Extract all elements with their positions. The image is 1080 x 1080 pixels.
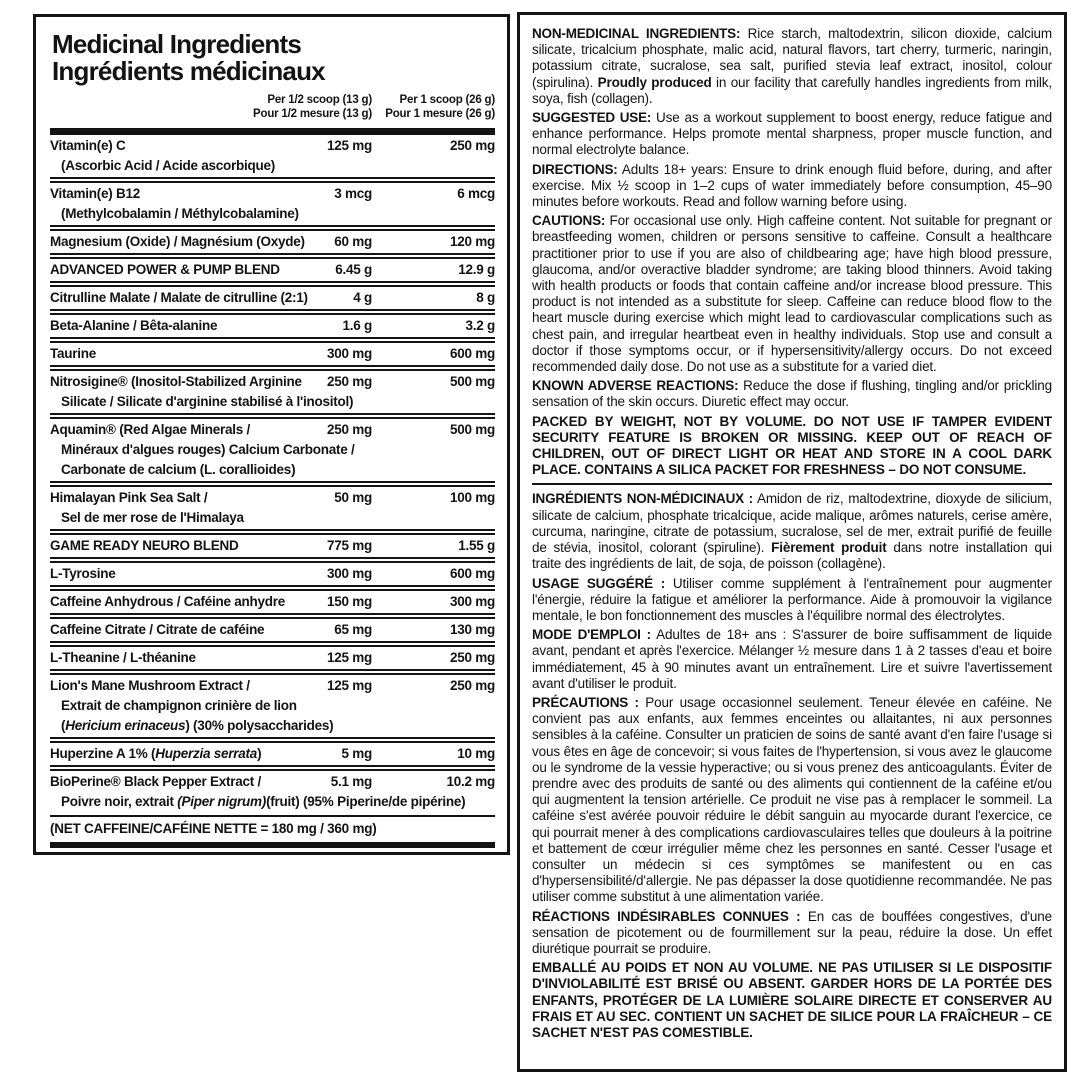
info-paragraph: INGRÉDIENTS NON-MÉDICINAUX : Amidon de riz, maltodextrine, dioxyde de silicium, silicate de calcium, phosphate tricalcique, acide malique, arômes naturels, cerise amère, curcuma, naringine, citrate de potassium, sucralose, sel de mer, extrait purifié de feuille de stévia, inositol, colorant (spiruline). Fièrement produit dans notre installation qui traite des ingrédients de lait, de soja, de poisson (collagène). [532, 491, 1052, 572]
column-headers [50, 93, 495, 123]
ingredient-row [50, 260, 495, 280]
amount-per-scoop: 250 mg [449, 138, 495, 153]
row-separator [50, 613, 495, 619]
ingredient-name-line: Aquamin® (Red Algae Minerals / [50, 422, 250, 437]
column-header-line: Per 1 scoop (26 g) [399, 94, 495, 106]
amount-per-scoop: 12.9 g [458, 262, 495, 277]
row-separator [50, 309, 495, 315]
amount-per-half-scoop: 5 mg [341, 746, 372, 761]
amount-per-half-scoop: 4 g [353, 290, 372, 305]
amount-per-scoop: 1.55 g [458, 538, 495, 553]
info-panel [517, 12, 1067, 1072]
amount-per-half-scoop: 65 mg [334, 622, 372, 637]
info-paragraph: USAGE SUGGÉRÉ : Utiliser comme supplément à l'entraînement pour augmenter l'énergie, réduire la fatigue et améliorer la performance. Aide à promouvoir la vigilance mentale, le bon fonctionnement des muscles à l'équilibre normal des électrolytes. [532, 575, 1052, 623]
amount-per-scoop: 3.2 g [465, 318, 495, 333]
ingredient-name-line: Magnesium (Oxide) / Magnésium (Oxyde) [50, 234, 305, 249]
row-separator [50, 585, 495, 591]
ingredient-row [50, 592, 495, 612]
amount-per-half-scoop: 300 mg [326, 346, 372, 361]
info-paragraph: CAUTIONS: For occasional use only. High caffeine content. Not suitable for pregnant or breastfeeding women, children or persons sensitive to caffeine. Consult a healthcare practitioner prior to use if you are also of childbearing age; have high blood pressure, glaucoma, and/or overactive bladder syndrome; are taking blood thinners. Avoid taking with health products or foods that contain caffeine and/or increase blood pressure. This product is not intended as a substitute for sleep. Caffeine can reduce blood flow to the heart muscle during exercise which might lead to cardiovascular complications such as chest pain, and irregular heartbeat even in healthy individuals. Stop use and consult a doctor if those symptoms occur, or if hypersensitivity/allergy occurs. Do not exceed recommended daily dose. Do not use as a substitute for a varied diet. [532, 213, 1052, 375]
ingredient-name-line: Beta-Alanine / Bêta-alanine [50, 318, 218, 333]
ingredient-row [50, 772, 495, 812]
amount-per-half-scoop: 300 mg [326, 566, 372, 581]
ingredient-name-line: Nitrosigine® (Inositol-Stabilized Arginine [50, 374, 302, 389]
ingredient-name-line: Vitamin(e) C [50, 138, 126, 153]
ingredient-name-line: BioPerine® Black Pepper Extract / [50, 774, 262, 789]
ingredient-name-line: (Hericium erinaceus) (30% polysaccharides) [61, 718, 334, 733]
row-separator [50, 765, 495, 771]
column-header-line: Pour 1 mesure (26 g) [385, 108, 495, 120]
amount-per-half-scoop: 5.1 mg [330, 774, 372, 789]
amount-per-half-scoop: 250 mg [326, 422, 372, 437]
ingredient-name-line: Silicate / Silicate d'arginine stabilisé à l'inositol) [61, 394, 354, 409]
ingredient-name-line: Huperzine A 1% (Huperzia serrata) [50, 746, 262, 761]
ingredient-name-line: (Methylcobalamin / Méthylcobalamine) [61, 206, 299, 221]
row-separator [50, 481, 495, 487]
ingredient-row [50, 564, 495, 584]
table-bottom-bar [50, 842, 495, 848]
net-caffeine-divider [50, 815, 495, 817]
row-separator [50, 337, 495, 343]
ingredient-name-line: Poivre noir, extrait (Piper nigrum)(fruit) (95% Piperine/de pipérine) [61, 794, 466, 809]
paragraph-label: USAGE SUGGÉRÉ : [532, 575, 666, 591]
paragraph-label: DIRECTIONS: [532, 161, 618, 177]
ingredient-name-line: L-Tyrosine [50, 566, 116, 581]
column-header-full-scoop [385, 93, 495, 121]
ingredient-row [50, 232, 495, 252]
ingredient-row [50, 184, 495, 224]
net-caffeine-row: (NET CAFFEINE/CAFÉINE NETTE = 180 mg / 360 mg) [50, 821, 377, 836]
ingredient-row [50, 676, 495, 736]
info-sections-french [532, 491, 1052, 1041]
row-separator [50, 413, 495, 419]
amount-per-scoop: 500 mg [449, 422, 495, 437]
ingredient-row [50, 372, 495, 412]
language-divider [532, 483, 1052, 485]
ingredient-name-line: Minéraux d'algues rouges) Calcium Carbonate / [61, 442, 355, 457]
amount-per-half-scoop: 125 mg [326, 678, 372, 693]
ingredient-name-line: Caffeine Anhydrous / Caféine anhydre [50, 594, 286, 609]
ingredient-row [50, 488, 495, 528]
panel-title-en: Medicinal Ingredients [52, 29, 302, 59]
amount-per-half-scoop: 125 mg [326, 650, 372, 665]
amount-per-scoop: 600 mg [449, 346, 495, 361]
ingredient-name-line: ADVANCED POWER & PUMP BLEND [50, 262, 280, 277]
amount-per-scoop: 600 mg [449, 566, 495, 581]
ingredient-row [50, 420, 495, 480]
ingredient-row [50, 344, 495, 364]
paragraph-label: KNOWN ADVERSE REACTIONS: [532, 378, 739, 394]
ingredient-row [50, 744, 495, 764]
ingredient-table [50, 136, 495, 812]
amount-per-half-scoop: 1.6 g [342, 318, 372, 333]
amount-per-scoop: 250 mg [449, 650, 495, 665]
column-header-line: Pour 1/2 mesure (13 g) [253, 108, 372, 120]
ingredient-name-line: Caffeine Citrate / Citrate de caféine [50, 622, 265, 637]
column-header-line: Per 1/2 scoop (13 g) [267, 94, 372, 106]
amount-per-half-scoop: 775 mg [326, 538, 372, 553]
row-separator [50, 253, 495, 259]
amount-per-scoop: 130 mg [449, 622, 495, 637]
ingredient-name-line: Sel de mer rose de l'Himalaya [61, 510, 244, 525]
row-separator [50, 641, 495, 647]
amount-per-scoop: 10.2 mg [446, 774, 495, 789]
ingredient-row [50, 316, 495, 336]
amount-per-half-scoop: 3 mcg [334, 186, 372, 201]
info-paragraph: KNOWN ADVERSE REACTIONS: Reduce the dose if flushing, tingling and/or prickling sensation of the skin occurs. Diuretic effect may occur. [532, 378, 1052, 410]
amount-per-scoop: 500 mg [449, 374, 495, 389]
column-header-half-scoop [253, 93, 372, 121]
info-paragraph: PACKED BY WEIGHT, NOT BY VOLUME. DO NOT USE IF TAMPER EVIDENT SECURITY FEATURE IS BROKEN OR MISSING. KEEP OUT OF REACH OF CHILDREN, OUT OF DIRECT LIGHT OR HEAT AND STORE IN A COOL DARK PLACE. CONTAINS A SILICA PACKET FOR FRESHNESS – DO NOT CONSUME. [532, 413, 1052, 478]
ingredient-name-line: Himalayan Pink Sea Salt / [50, 490, 208, 505]
amount-per-scoop: 300 mg [449, 594, 495, 609]
panel-title-fr: Ingrédients médicinaux [52, 56, 325, 86]
row-separator [50, 225, 495, 231]
amount-per-scoop: 100 mg [449, 490, 495, 505]
paragraph-label: RÉACTIONS INDÉSIRABLES CONNUES : [532, 908, 801, 924]
row-separator [50, 177, 495, 183]
paragraph-label: MODE D'EMPLOI : [532, 627, 651, 643]
ingredient-name-line: Carbonate de calcium (L. corallioides) [61, 462, 296, 477]
amount-per-half-scoop: 150 mg [326, 594, 372, 609]
row-separator [50, 281, 495, 287]
amount-per-scoop: 250 mg [449, 678, 495, 693]
paragraph-label: NON-MEDICINAL INGREDIENTS: [532, 26, 741, 41]
info-paragraph: RÉACTIONS INDÉSIRABLES CONNUES : En cas de bouffées congestives, d'une sensation de picotement ou de fourmillement sur la peau, réduire la dose. Un effet diurétique pourrait se produire. [532, 908, 1052, 956]
amount-per-scoop: 10 mg [457, 746, 495, 761]
ingredient-row [50, 648, 495, 668]
paragraph-label: INGRÉDIENTS NON-MÉDICINAUX : [532, 491, 753, 507]
amount-per-half-scoop: 6.45 g [335, 262, 372, 277]
amount-per-half-scoop: 125 mg [326, 138, 372, 153]
paragraph-label: SUGGESTED USE: [532, 110, 652, 126]
amount-per-scoop: 6 mcg [457, 186, 495, 201]
info-paragraph: EMBALLÉ AU POIDS ET NON AU VOLUME. NE PAS UTILISER SI LE DISPOSITIF D'INVIOLABILITÉ EST BRISÉ OU ABSENT. GARDER HORS DE LA PORTÉE DES ENFANTS, PROTÉGER DE LA LUMIÈRE SOLAIRE DIRECTE ET CONSERVER AU FRAIS ET AU SEC. CONTIENT UN SACHET DE SILICE POUR LA FRAÎCHEUR – CE SACHET N'EST PAS COMESTIBLE. [532, 960, 1052, 1040]
ingredient-row [50, 136, 495, 176]
ingredient-name-line: Extrait de champignon crinière de lion [61, 698, 297, 713]
amount-per-half-scoop: 60 mg [334, 234, 372, 249]
medicinal-ingredients-panel [33, 14, 510, 855]
ingredient-name-line: Citrulline Malate / Malate de citrulline (2:1) [50, 290, 308, 305]
ingredient-row [50, 536, 495, 556]
info-paragraph: NON-MEDICINAL INGREDIENTS: Rice starch, maltodextrin, silicon dioxide, calcium silicate, tricalcium phosphate, malic acid, natural flavors, tart cherry, turmeric, naringin, potassium citrate, sucralose, sea salt, purified stevia leaf extract, inositol, colour (spirulina). Proudly produced in our facility that carefully handles ingredients from milk, soya, fish (collagen). [532, 26, 1053, 106]
ingredient-row [50, 288, 495, 308]
ingredient-name-line: Taurine [50, 346, 97, 361]
row-separator [50, 365, 495, 371]
row-separator [50, 529, 495, 535]
ingredient-name-line: L-Theanine / L-théanine [50, 650, 196, 665]
amount-per-half-scoop: 50 mg [334, 490, 372, 505]
amount-per-scoop: 120 mg [449, 234, 495, 249]
row-separator [50, 669, 495, 675]
info-paragraph: MODE D'EMPLOI : Adultes de 18+ ans : S'assurer de boire suffisamment de liquide avant, pendant et après l'exercice. Mélanger ½ mesure dans 1 à 2 tasses d'eau et boire immédiatement, 45 à 90 minutes avant un entraînement. Lire et suivre l'avertissement avant d'utiliser le produit. [532, 627, 1052, 691]
panel-title [52, 31, 495, 85]
paragraph-label: PRÉCAUTIONS : [532, 694, 639, 710]
ingredient-name-line: Lion's Mane Mushroom Extract / [50, 678, 250, 693]
amount-per-scoop: 8 g [476, 290, 495, 305]
paragraph-label: CAUTIONS: [532, 213, 606, 229]
info-sections-english [532, 26, 1052, 478]
info-paragraph: DIRECTIONS: Adults 18+ years: Ensure to drink enough fluid before, during, and after exercise. Mix ½ scoop in 1–2 cups of water immediately before consumption, 45–90 minutes before workouts. Read and follow warning before using. [532, 161, 1052, 210]
info-paragraph: PRÉCAUTIONS : Pour usage occasionnel seulement. Teneur élevée en caféine. Ne convient pas aux enfants, aux femmes enceintes ou allaitantes, ni aux personnes sensibles à la caféine. Consulter un praticien de soins de santé avant d'en faire l'usage si vous êtes en âge de concevoir; si vous faites de l'hypertension, si vous avez le glaucome ou le syndrome de la vessie hyperactive; ou si vous prenez des anticoagulants. Éviter de prendre avec des produits de santé ou des aliments qui contiennent de la caféine et/ou qui augmentent la tension artérielle. Ce produit ne vise pas à remplacer le sommeil. La caféine s'est avérée pouvoir réduire le débit sanguin au myocarde durant l'exercice, ce qui pourrait mener à des complications cardiovasculaires telles que douleurs à la poitrine et battement de cœur irrégulier même chez les personnes en santé. Cesser l'usage et consulter un médecin si ces symptômes se manifestent ou en cas d'hypersensibilité/d'allergie. Ne pas dépasser la dose quotidienne recommandée. Ne pas utiliser comme substitut à une alimentation variée. [532, 694, 1053, 905]
header-divider-bar [50, 128, 495, 135]
row-separator [50, 557, 495, 563]
ingredient-name-line: Vitamin(e) B12 [50, 186, 141, 201]
ingredient-name-line: (Ascorbic Acid / Acide ascorbique) [61, 158, 276, 173]
amount-per-half-scoop: 250 mg [326, 374, 372, 389]
info-paragraph: SUGGESTED USE: Use as a workout supplement to boost energy, reduce fatigue and enhance performance. Helps promote mental sharpness, proper muscle function, and normal electrolyte balance. [532, 110, 1052, 158]
ingredient-row [50, 620, 495, 640]
row-separator [50, 737, 495, 743]
ingredient-name-line: GAME READY NEURO BLEND [50, 538, 239, 553]
